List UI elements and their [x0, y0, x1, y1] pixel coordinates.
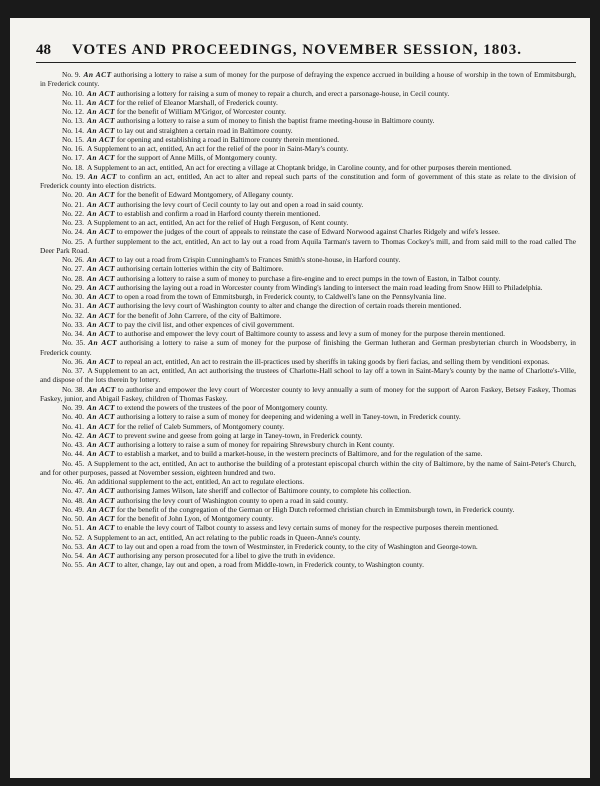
act-entry [40, 89, 576, 98]
act-entry [40, 505, 576, 514]
act-entry [40, 153, 576, 162]
act-entry [40, 366, 576, 385]
act-entry [40, 227, 576, 236]
act-number: No. 44. [62, 449, 84, 459]
act-label: An ACT [86, 116, 115, 126]
act-entry [40, 209, 576, 218]
act-number: No. 39. [62, 403, 84, 412]
act-title: authorising certain lotteries within the city of Baltimore. [116, 264, 284, 274]
act-number: No. 19. [62, 171, 85, 181]
act-number: No. 26. [62, 255, 84, 264]
act-label: An ACT [86, 486, 115, 496]
act-number: No. 25. [62, 236, 85, 246]
act-title: for the benefit of Edward Montgomery, of Allegany county. [116, 190, 294, 200]
act-entry [40, 126, 576, 135]
act-entry [40, 403, 576, 412]
act-label: An ACT [88, 338, 118, 348]
act-label: An ACT [86, 190, 115, 200]
act-title: to open a road from the town of Emmitsburgh, in Frederick county, to Caldwell's lane on the Pennsylvania line. [116, 292, 447, 301]
act-number: No. 41. [62, 421, 84, 431]
act-number: No. 22. [62, 208, 84, 218]
act-number: No. 50. [62, 514, 84, 523]
act-title: to pay the civil list, and other expences of civil government. [116, 319, 295, 329]
act-label: An ACT [87, 171, 117, 181]
act-entry [40, 200, 576, 209]
act-title: for the benefit of John Lyon, of Montgomery county. [116, 514, 274, 523]
act-number: No. 49. [62, 504, 84, 514]
act-label: An ACT [86, 199, 115, 209]
act-entry [40, 560, 576, 569]
act-title: A further supplement to the act, entitled, An act to lay out a road from Aquila Tarman's tavern to Thomas Cockey's mill, and from said mill to the road called The Deer Park Road. [40, 236, 576, 255]
act-label: An ACT [87, 384, 116, 394]
act-label: An ACT [86, 125, 115, 135]
act-entry [40, 357, 576, 366]
act-number: No. 18. [62, 162, 84, 172]
act-entry [40, 338, 576, 357]
act-title: to lay out a road from Crispin Cunningham's to Frances Smith's stone-house, in Harford county. [116, 255, 401, 264]
act-entry [40, 329, 576, 338]
act-number: No. 13. [62, 116, 84, 126]
act-title: A Supplement to an act, entitled, An act for the relief of Hugh Ferguson, of Kent county. [86, 218, 349, 227]
act-label: An ACT [86, 560, 115, 570]
act-number: No. 45. [62, 458, 85, 468]
act-label: An ACT [86, 292, 115, 301]
act-entry [40, 496, 576, 505]
act-number: No. 11. [62, 97, 84, 107]
act-title: authorising James Wilson, late sheriff and collector of Baltimore county, to complete his collection. [116, 486, 411, 496]
act-title: authorising a lottery to raise a sum of money for deepening and widening a well in Taney-town, in Frederick county. [116, 412, 461, 422]
act-title: to confirm an act, entitled, An act to alter and repeal such parts of the constitution and form of government of this state as relate to the division of Frederick county into election districts. [40, 171, 576, 190]
act-number: No. 30. [62, 292, 84, 301]
act-title: authorising a lottery to raise a sum of money for the purpose of finishing the German lutheran and German presbyterian church in Woodsberry, in Frederick county. [40, 338, 576, 357]
act-entry [40, 163, 576, 172]
act-number: No. 10. [62, 88, 84, 98]
act-title: authorising a lottery for raising a sum of money to repair a church, and erect a parsonage-house, in Cecil county. [116, 88, 450, 98]
act-title: authorising the levy court of Washington county to open a road in said county. [116, 495, 348, 505]
act-title: to empower the judges of the court of appeals to reinstate the case of Edward Norwood against Charles Ridgely and wife's lessee. [116, 227, 500, 237]
act-entry [40, 533, 576, 542]
act-title: for the support of Anne Mills, of Montgomery county. [116, 153, 277, 163]
act-entry [40, 283, 576, 292]
act-number: No. 53. [62, 541, 84, 551]
act-entry [40, 551, 576, 560]
act-label: An ACT [86, 310, 115, 320]
act-label: An ACT [83, 70, 112, 79]
act-label: An ACT [86, 504, 115, 514]
act-label: An ACT [86, 440, 115, 449]
act-label: An ACT [86, 495, 115, 505]
act-title: authorising a lottery to raise a sum of money to finish the baptist frame meeting-house in Baltimore county. [116, 116, 435, 126]
act-number: No. 21. [62, 199, 84, 209]
act-title: to lay out and open a road from the town of Westminster, in Frederick county, to the city of Washington and George-town. [116, 541, 478, 551]
act-title: to lay out and straighten a certain road in Baltimore county. [116, 125, 293, 135]
act-number: No. 55. [62, 560, 84, 570]
act-entry [40, 311, 576, 320]
document-page [10, 18, 590, 778]
act-title: authorising a lottery to raise a sum of money for repairing Shrewsbury church in Kent county. [116, 440, 395, 449]
act-number: No. 29. [62, 282, 84, 292]
act-entry [40, 459, 576, 478]
act-label: An ACT [86, 523, 115, 533]
act-entry [40, 301, 576, 310]
act-title: A Supplement to the act, entitled, An act to authorise the building of a protestant episcopal church within the city of Baltimore, by the name of Saint-Peter's Church, and for other purposes, passed at November session, eighteen hundred and two. [40, 458, 576, 477]
act-title: for the relief of Caleb Summers, of Montgomery county. [116, 421, 285, 431]
act-label: An ACT [86, 208, 115, 218]
act-entry [40, 523, 576, 532]
act-label: An ACT [86, 356, 115, 366]
act-title: for the benefit of the congregation of the German or High Dutch reformed christian church in Emmitsburgh town, in Frederick county. [116, 504, 515, 514]
act-title: An additional supplement to the act, entitled, An act to regulate elections. [86, 477, 305, 486]
act-label: An ACT [86, 319, 115, 329]
act-entry [40, 422, 576, 431]
act-entry [40, 218, 576, 227]
act-title: authorising a lottery to raise a sum of money for the purpose of defraying the expence accrued in building a house of worship in the town of Emmitsburgh, in Frederick county. [40, 70, 576, 89]
act-label: An ACT [86, 153, 115, 163]
act-title: to alter, change, lay out and open, a road from Middle-town, in Frederick county, to Washington county. [116, 560, 424, 570]
act-entry [40, 477, 576, 486]
act-number: No. 52. [62, 532, 84, 542]
act-title: A Supplement to an act, entitled, An act for erecting a village at Choptank bridge, in Caroline county, and for other purposes therein mentioned. [86, 162, 512, 172]
act-number: No. 33. [62, 319, 84, 329]
act-number: No. 31. [62, 301, 84, 311]
act-number: No. 15. [62, 134, 84, 144]
act-number: No. 54. [62, 551, 84, 560]
act-entry [40, 486, 576, 495]
act-number: No. 43. [62, 440, 84, 449]
act-entry [40, 412, 576, 421]
act-label: An ACT [86, 134, 115, 144]
act-label: An ACT [86, 88, 115, 98]
act-label: An ACT [86, 301, 115, 311]
act-title: for the benefit of John Carrere, of the city of Baltimore. [116, 310, 282, 320]
page-number: 48 [36, 42, 51, 58]
act-label: An ACT [86, 107, 115, 116]
act-title: to establish a market, and to build a market-house, in the western precincts of Baltimore, and for the regulation of the same. [116, 449, 483, 459]
act-number: No. 32. [62, 310, 84, 320]
act-entry [40, 431, 576, 440]
act-number: No. 17. [62, 153, 84, 163]
act-entry [40, 172, 576, 191]
act-label: An ACT [86, 551, 115, 560]
act-label: An ACT [86, 227, 115, 237]
act-label: An ACT [86, 282, 115, 292]
act-entry [40, 274, 576, 283]
act-number: No. 34. [62, 329, 84, 338]
act-label: An ACT [86, 329, 115, 338]
act-label: An ACT [86, 97, 115, 107]
act-title: authorising the levy court of Cecil county to lay out and open a road in said county. [116, 199, 364, 209]
act-title: for opening and establishing a road in Baltimore county therein mentioned. [116, 134, 340, 144]
act-title: A Supplement to an act, entitled, An act for the relief of the poor in Saint-Mary's county. [86, 144, 349, 153]
act-entry [40, 135, 576, 144]
act-number: No. 38. [62, 384, 85, 394]
act-label: An ACT [86, 421, 115, 431]
act-number: No. 42. [62, 430, 84, 440]
act-title: A Supplement to an act, entitled, An act relating to the public roads in Queen-Anne's county. [86, 532, 361, 542]
act-number: No. 37. [62, 366, 85, 375]
page-header [36, 42, 576, 62]
act-title: authorising any person prosecuted for a libel to give the truth in evidence. [116, 551, 335, 560]
act-title: A Supplement to an act, entitled, An act authorising the trustees of Charlotte-Hall school to lay off a town in Saint-Mary's county by the name of Charlotte's-Ville, and dispose of the lots therein by lottery. [40, 366, 576, 385]
act-number: No. 14. [62, 125, 84, 135]
act-entry [40, 264, 576, 273]
act-entry [40, 320, 576, 329]
act-title: authorising the levy court of Washington county to alter and change the direction of certain roads therein mentioned. [116, 301, 462, 311]
act-label: An ACT [86, 430, 115, 440]
act-title: to establish and confirm a road in Harford county therein mentioned. [116, 208, 321, 218]
act-number: No. 46. [62, 477, 84, 486]
act-entry [40, 107, 576, 116]
act-entry [40, 440, 576, 449]
act-number: No. 16. [62, 144, 84, 153]
act-entry [40, 542, 576, 551]
act-number: No. 40. [62, 412, 84, 422]
act-entry [40, 237, 576, 256]
act-number: No. 24. [62, 227, 84, 237]
act-entry [40, 144, 576, 153]
act-entry [40, 255, 576, 264]
act-title: to authorise and empower the levy court of Worcester county to levy annually a sum of money for the support of Aaron Faskey, Betsey Faskey, Thomas Faskey, junior, and Abigail Faskey, children of Thomas Faskey. [40, 384, 577, 403]
act-entry [40, 449, 576, 458]
act-number: No. 20. [62, 190, 84, 200]
act-number: No. 35. [62, 338, 86, 348]
act-title: to prevent swine and geese from going at large in Taney-town, in Frederick county. [116, 430, 363, 440]
act-title: authorising the laying out a road in Worcester county from Winding's landing to intersect the main road leading from Snow Hill to Philadelphia. [116, 282, 543, 292]
act-number: No. 51. [62, 523, 84, 533]
act-entry [40, 98, 576, 107]
act-label: An ACT [86, 264, 115, 274]
act-title: authorising a lottery to raise a sum of money to purchase a fire-engine and to erect pumps in the town of Easton, in Talbot county. [116, 273, 501, 283]
act-label: An ACT [86, 514, 115, 523]
running-head: VOTES AND PROCEEDINGS, NOVEMBER SESSION, 1803. [72, 42, 522, 58]
act-number: No. 28. [62, 273, 84, 283]
act-entry [40, 292, 576, 301]
act-number: No. 23. [62, 218, 84, 227]
act-number: No. 48. [62, 495, 84, 505]
act-entry [40, 70, 576, 89]
act-label: An ACT [86, 273, 115, 283]
act-entry [40, 116, 576, 125]
act-entry [40, 190, 576, 199]
act-entry [40, 385, 576, 404]
act-title: to enable the levy court of Talbot county to assess and levy certain sums of money for the respective purposes therein mentioned. [116, 523, 499, 533]
act-number: No. 12. [62, 107, 84, 116]
act-title: for the benefit of William M'Grigor, of Worcester county. [116, 107, 287, 116]
act-number: No. 9. [62, 70, 81, 79]
act-number: No. 27. [62, 264, 84, 274]
acts-list [40, 70, 576, 570]
act-label: An ACT [86, 412, 115, 422]
act-label: An ACT [86, 449, 115, 459]
act-title: to repeal an act, entitled, An act to restrain the ill-practices used by sheriffs in taking goods by fieri facias, and selling them by venditioni exponas. [116, 356, 550, 366]
act-entry [40, 514, 576, 523]
act-label: An ACT [86, 403, 115, 412]
act-label: An ACT [86, 541, 115, 551]
act-number: No. 47. [62, 486, 84, 496]
act-title: to extend the powers of the trustees of the poor of Montgomery county. [116, 403, 328, 412]
act-title: for the relief of Eleanor Marshall, of Frederick county. [116, 97, 278, 107]
act-title: to authorise and empower the levy court of Baltimore county to assess and levy a sum of money for the purpose therein mentioned. [116, 329, 505, 338]
act-number: No. 36. [62, 356, 84, 366]
header-rule [36, 62, 576, 63]
act-label: An ACT [86, 255, 115, 264]
